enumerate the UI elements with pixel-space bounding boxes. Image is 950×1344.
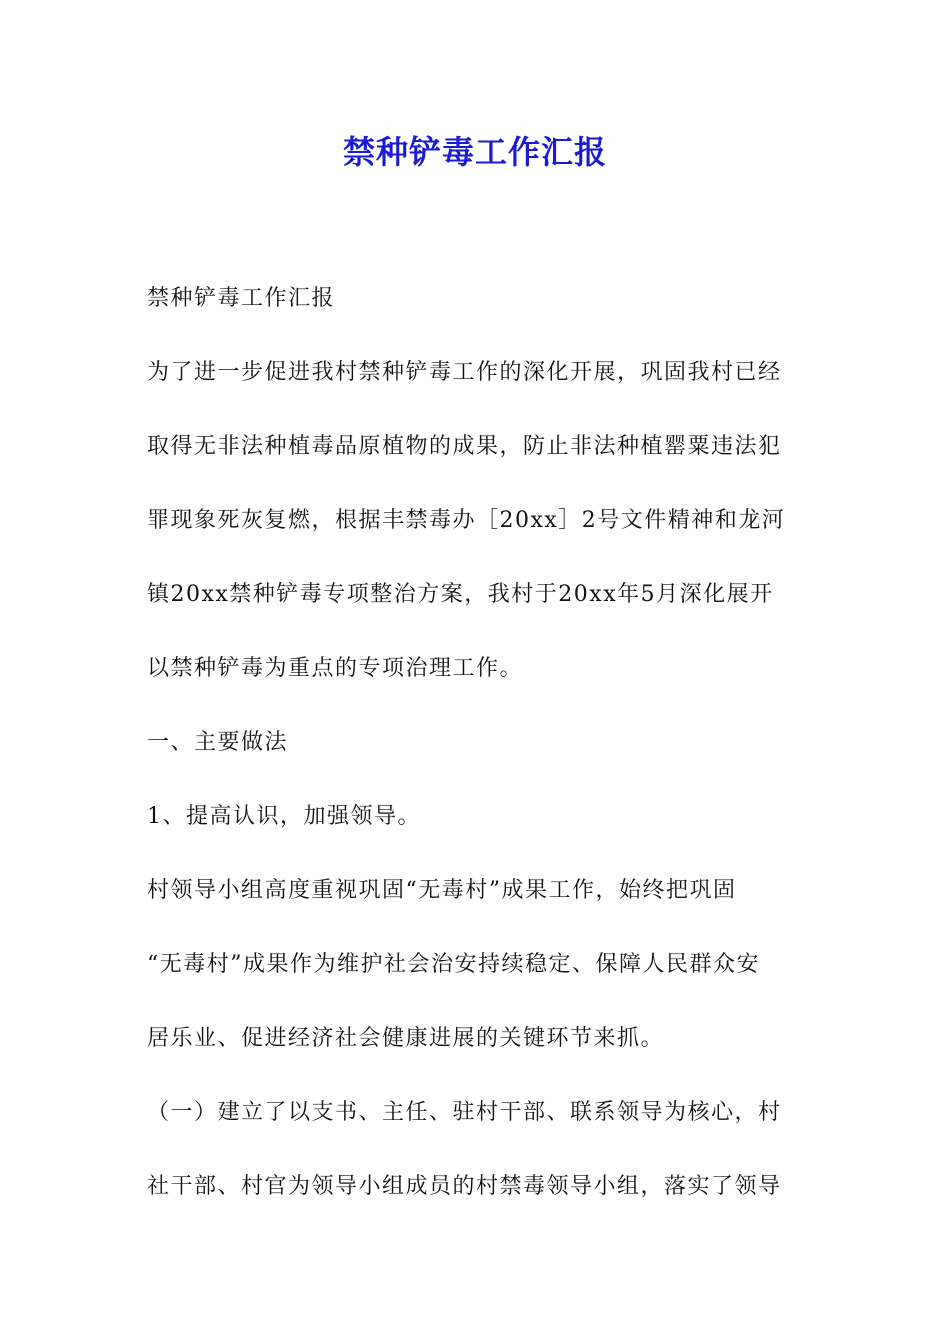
item-heading: 1、提高认识，加强领导。 <box>147 804 421 829</box>
item-line-2: “无毒村”成果作为维护社会治安持续稳定、保障人民群众安 <box>147 952 760 977</box>
document-subtitle: 禁种铲毒工作汇报 <box>147 286 336 311</box>
intro-line-1: 为了进一步促进我村禁种铲毒工作的深化开展，巩固我村已经 <box>147 360 782 385</box>
document-body <box>147 262 807 1224</box>
sub-item-line-1: （一）建立了以支书、主任、驻村干部、联系领导为核心，村 <box>147 1100 782 1125</box>
intro-line-3: 罪现象死灰复燃，根据丰禁毒办［20xx］2号文件精神和龙河 <box>147 508 786 533</box>
item-line-1: 村领导小组高度重视巩固“无毒村”成果工作，始终把巩固 <box>147 878 737 903</box>
document-title: 禁种铲毒工作汇报 <box>342 133 607 171</box>
intro-line-2: 取得无非法种植毒品原植物的成果，防止非法种植罂粟违法犯 <box>147 434 782 459</box>
section-heading: 一、主要做法 <box>147 730 289 755</box>
sub-item-line-2: 社干部、村官为领导小组成员的村禁毒领导小组，落实了领导 <box>147 1174 782 1199</box>
intro-line-4: 镇20xx禁种铲毒专项整治方案，我村于20xx年5月深化展开 <box>147 582 774 607</box>
item-line-3: 居乐业、促进经济社会健康进展的关键环节来抓。 <box>147 1026 665 1051</box>
intro-line-5: 以禁种铲毒为重点的专项治理工作。 <box>147 656 524 681</box>
